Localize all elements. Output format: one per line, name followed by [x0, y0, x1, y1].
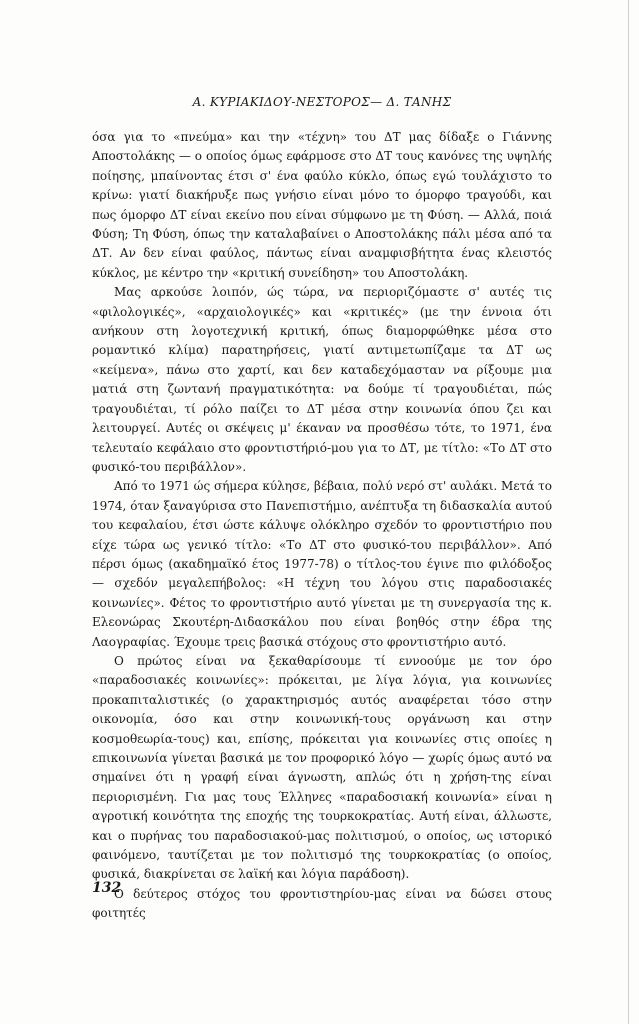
paragraph-4: Ο πρώτος είναι να ξεκαθαρίσουμε τί εννοούμε με τον όρο «παραδοσιακές κοινωνίες»: πρόκειται, με λίγα λόγια, για κοινωνίες προκαπιταλιστικές (ο χαρακτηρισμός αυτός αναφέρεται τόσο στην οικονομία, όσο και στην κοινωνική-τους οργάνωση και στην κοσμοθεωρία-τους) και, επίσης, πρόκειται για κοινωνίες στις οποίες η επικοινωνία γίνεται βασικά με τον προφορικό λόγο — χωρίς όμως αυτό να σημαίνει ότι η γραφή είναι άγνωστη, απλώς ότι η χρήση-της είναι περιορισμένη. Για μας τους Έλληνες «παραδοσιακή κοινωνία» είναι η αγροτική κοινότητα της εποχής της τουρκοκρατίας. Αυτή είναι, άλλωστε, και ο πυρήνας του παραδοσιακού-μας πολιτισμού, ο οποίος, ως ιστορικό φαινόμενο, ταυτίζεται με τον πολιτισμό της τουρκοκρατίας (ο οποίος, φυσικά, διακρίνεται σε λαϊκή και λόγια παράδοση). [92, 653, 552, 882]
page-number: 132 [92, 880, 122, 896]
running-header: Α. ΚΥΡΙΑΚΙΔΟΥ-ΝΕΣΤΟΡΟΣ— Δ. ΤΑΝΗΣ [192, 95, 452, 109]
paragraph-5: Ο δεύτερος στόχος του φροντιστηρίου-μας είναι να δώσει στους φοιτητές [92, 886, 552, 921]
paragraph-1: όσα για το «πνεύμα» και την «τέχνη» του ΔΤ μας δίδαξε ο Γιάννης Αποστολάκης — ο οποίος όμως εφάρμοσε στο ΔΤ τους κανόνες της υψηλής ποίησης, μπαίνοντας έτσι σ' ένα φαύλο κύκλο, όπως εγώ τουλάχιστο το κρίνω: γιατί διακήρυξε πως γνήσιο είναι μόνο το όμορφο τραγούδι, και πως όμορφο ΔΤ είναι εκείνο που είναι σύμφωνο με τη Φύση. — Αλλά, ποιά Φύση; Τη Φύση, όπως την καταλαβαίνει ο Αποστολάκης πάλι μέσα από τα ΔΤ. Αν δεν είναι φαύλος, πάντως είναι αναμφισβήτητα ένας κλειστός κύκλος, με κέντρο την «κριτική συνείδηση» του Αποστολάκη. [92, 130, 552, 280]
body-text [92, 128, 552, 924]
page-edge-line [628, 0, 629, 1024]
paragraph-2: Μας αρκούσε λοιπόν, ώς τώρα, να περιοριζόμαστε σ' αυτές τις «φιλολογικές», «αρχαιολογικές» και «κριτικές» (με την έννοια ότι ανήκουν στη λογοτεχνική κριτική, όπως διαμορφώθηκε μέσα στο ρομαντικό κλίμα) παρατηρήσεις, γιατί αντιμετωπίζαμε τα ΔΤ ως «κείμενα», πάνω στο χαρτί, και δεν καταδεχόμασταν να ρίξουμε μια ματιά στη ζωντανή πραγματικότητα: να δούμε τί τραγουδιέται, πώς τραγουδιέται, τί ρόλο παίζει το ΔΤ μέσα στην κοινωνία όπου ζει και λειτουργεί. Αυτές οι σκέψεις μ' έκαναν να προσθέσω τότε, το 1971, ένα τελευταίο κεφάλαιο στο φροντιστήριό-μου για το ΔΤ, με τίτλο: «Το ΔΤ στο φυσικό-του περιβάλλον». [92, 285, 552, 474]
paragraph-3: Από το 1971 ώς σήμερα κύλησε, βέβαια, πολύ νερό στ' αυλάκι. Μετά το 1974, όταν ξαναγύρισα στο Πανεπιστήμιο, ανέπτυξα τη διδασκαλία αυτού του κεφαλαίου, έτσι ώστε κάλυψε ολόκληρο σχεδόν το φροντιστήριο που είχε τώρα ως γενικό τίτλο: «Το ΔΤ στο φυσικό-του περιβάλλον». Από πέρσι όμως (ακαδημαϊκό έτος 1977-78) ο τίτλος-του έγινε πιο φιλόδοξος — σχεδόν μεγαλεπήβολος: «Η τέχνη του λόγου στις παραδοσιακές κοινωνίες». Φέτος το φροντιστήριο αυτό γίνεται με τη συνεργασία της κ. Ελεονώρας Σκουτέρη-Διδασκάλου που είναι βοηθός στην έδρα της Λαογραφίας. Έχουμε τρεις βασικά στόχους στο φροντιστήριο αυτό. [92, 479, 552, 649]
